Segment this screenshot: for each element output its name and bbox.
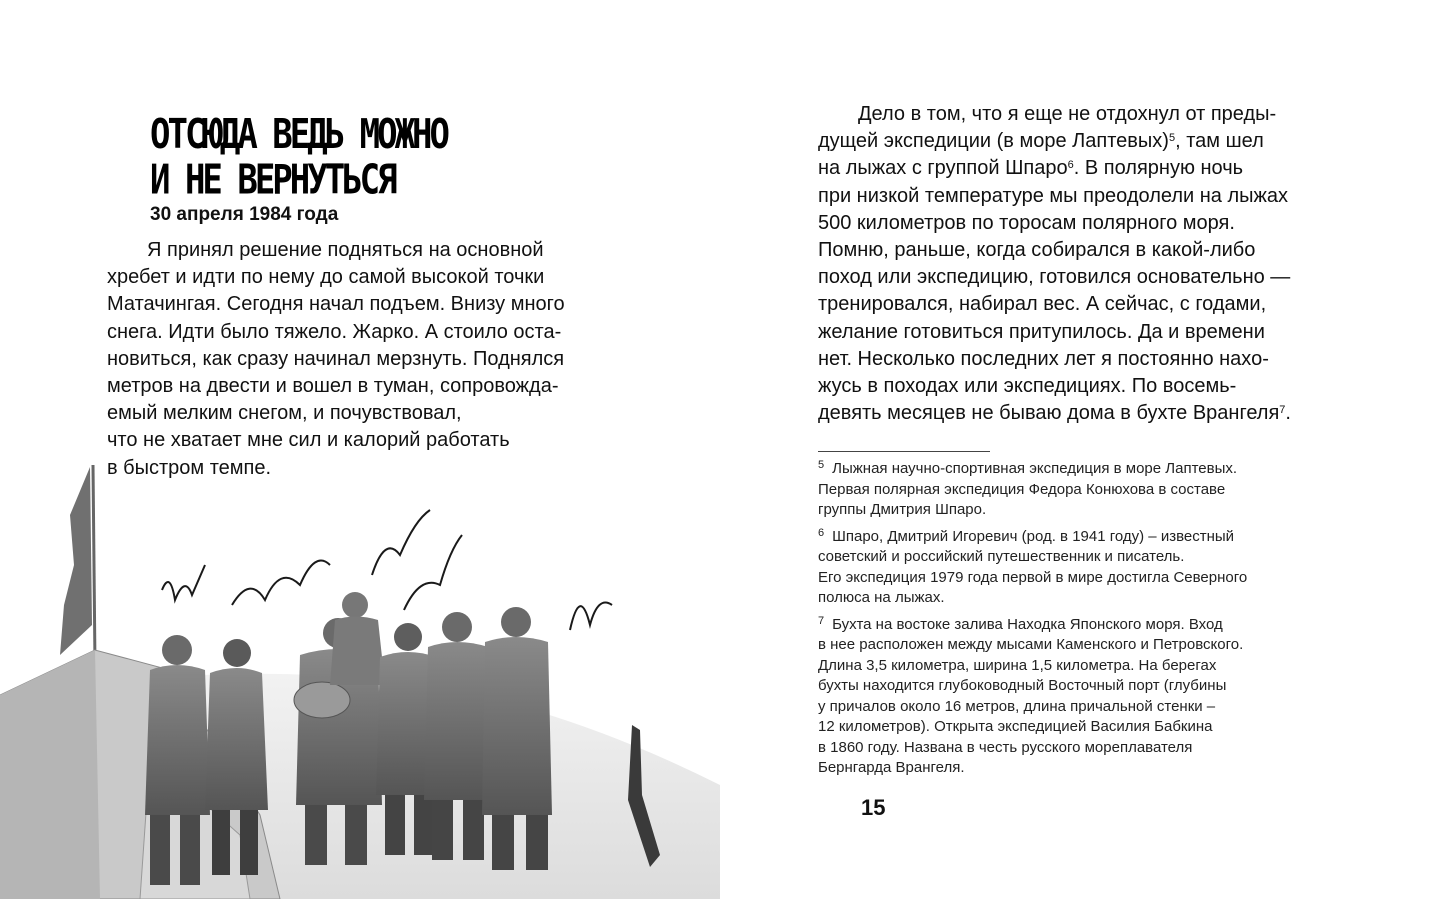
text-line: Я принял решение подняться на основной: [147, 239, 544, 261]
footnote-line: советский и российский путешественник и писатель.: [818, 548, 1185, 565]
footnote-line: Длина 3,5 километра, ширина 1,5 километра. На берегах: [818, 656, 1217, 674]
footnote-line: группы Дмитрия Шпаро.: [818, 501, 987, 518]
heading-line: ОТСЮДА ВЕДЬ МОЖНО: [150, 110, 447, 159]
footnote-line: Шпаро, Дмитрий Игоревич (род. в 1941 году) – известный: [832, 527, 1235, 545]
footnote: [818, 455, 1298, 521]
footnote-line: Первая полярная экспедиция Федора Конюхова в составе: [818, 480, 1226, 498]
footnote-line: в нее расположен между мысами Каменского и Петровского.: [818, 636, 1244, 653]
entry-date: 30 апреля 1984 года: [150, 204, 339, 225]
footnote-line: бухты находится глубоководный Восточный порт (глубины: [818, 677, 1227, 694]
text-line: метров на двести и вошел в туман, сопровожда-: [107, 375, 559, 398]
footnote-ref[interactable]: 7: [1279, 404, 1286, 417]
text-line: в быстром темпе.: [107, 456, 272, 479]
text-line: нет. Несколько последних лет я постоянно нахо-: [818, 347, 1269, 370]
text-line: 500 километров по торосам полярного моря.: [818, 211, 1235, 234]
text-line: снега. Идти было тяжело. Жарко. А стоило оста-: [107, 320, 562, 343]
text-line: что не хватает мне сил и калорий работать: [107, 429, 510, 452]
footnote-line: полюса на лыжах.: [818, 589, 945, 606]
text-line: новиться, как сразу начинал мерзнуть. Поднялся: [107, 347, 565, 370]
text-line: жусь в походах или экспедициях. По восемь-: [818, 375, 1237, 398]
text-line: емый мелким снегом, и почувствовал,: [107, 402, 462, 425]
chapter-heading: [150, 112, 470, 203]
text-line: дущей экспедиции (в море Лаптевых)$^5$, там шел: [818, 130, 1264, 153]
text-line: Дело в том, что я еще не отдохнул от преды-: [858, 103, 1277, 125]
person: [330, 592, 385, 685]
text-line: Матачингая. Сегодня начал подъем. Внизу много: [107, 293, 565, 316]
text-line: Помню, раньше, когда собирался в какой-либо: [818, 239, 1256, 262]
text-line: на лыжах с группой Шпаро$^6$. В полярную ночь: [818, 157, 1244, 180]
footnote-line: в 1860 году. Названа в честь русского мореплавателя: [818, 738, 1193, 756]
page-number: 15: [861, 795, 886, 820]
footnote-line: Бухта на востоке залива Находка Японского моря. Вход: [832, 615, 1223, 633]
footnote: [818, 611, 1298, 779]
footnote: [818, 523, 1298, 609]
footnote-line: Лыжная научно-спортивная экспедиция в море Лаптевых.: [832, 460, 1238, 477]
footnote-line: Его экспедиция 1979 года первой в мире достигла Северного: [818, 568, 1248, 586]
text-line: при низкой температуре мы преодолели на лыжах: [818, 184, 1289, 207]
footnotes: [818, 455, 1298, 781]
footnote-number: 6: [818, 526, 825, 539]
footnote-line: у причалов около 16 метров, длина причальной стенки –: [818, 697, 1216, 715]
text-line: тренировался, набирал вес. А сейчас, с годами,: [818, 293, 1267, 316]
footnote-divider: [818, 451, 990, 452]
footnote-ref[interactable]: 6: [1067, 159, 1074, 172]
footnote-number: 7: [818, 614, 825, 627]
text-line: хребет и идти по нему до самой высокой точки: [107, 266, 545, 289]
autograph-signatures: [162, 510, 612, 630]
footnote-ref[interactable]: 5: [1168, 132, 1176, 145]
text-line: девять месяцев не бываю дома в бухте Врангеля$^7$.: [818, 402, 1291, 425]
expedition-photo: [0, 455, 720, 899]
footnote-line: Бернгарда Врангеля.: [818, 759, 965, 776]
text-line: желание готовиться притупилось. Да и времени: [818, 320, 1265, 343]
heading-line: И НЕ ВЕРНУТЬСЯ: [150, 156, 395, 205]
right-body-text: [818, 101, 1338, 427]
footnote-line: 12 километров). Открыта экспедицией Василия Бабкина: [818, 718, 1213, 735]
footnote-number: 5: [818, 459, 825, 471]
text-line: поход или экспедицию, готовился основательно —: [818, 266, 1291, 289]
left-body-text: [107, 237, 627, 482]
